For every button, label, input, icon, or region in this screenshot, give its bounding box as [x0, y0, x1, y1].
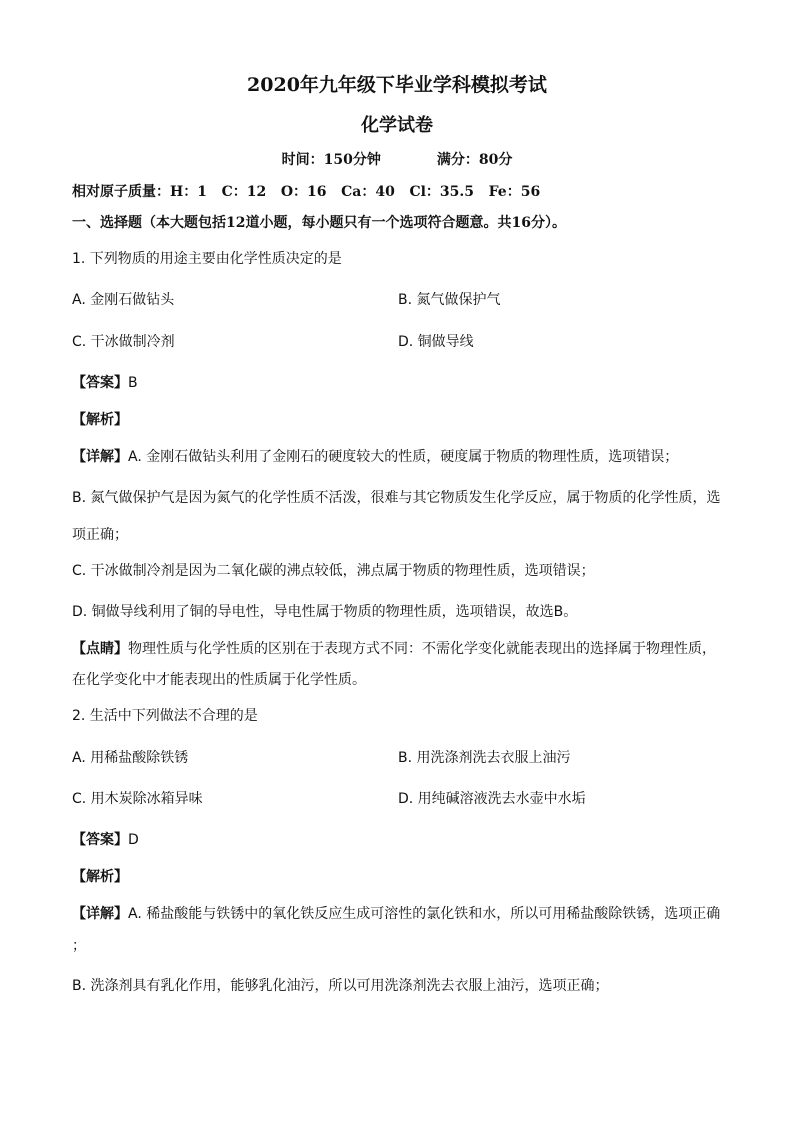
q1-stem: 1. 下列物质的用途主要由化学性质决定的是	[72, 251, 342, 267]
q1-detail-d: D. 铜做导线利用了铜的导电性，导电性属于物质的物理性质，选项错误，故选B。	[72, 604, 578, 620]
q1-detail-b-line2: 项正确；	[72, 527, 128, 543]
q1-detail-tag: 【详解】	[72, 449, 128, 465]
page-title: 2020年九年级下毕业学科模拟考试	[247, 74, 547, 96]
q1-tip-tag: 【点睛】	[72, 641, 128, 657]
q2-option-a: A. 用稀盐酸除铁锈	[72, 750, 189, 766]
q2-answer-value: D	[128, 832, 139, 848]
q2-detail-a-line2: ；	[72, 938, 86, 954]
exam-score: 满分：80分	[436, 152, 513, 168]
q1-option-b: B. 氮气做保护气	[398, 292, 501, 308]
q2-stem: 2. 生活中下列做法不合理的是	[72, 708, 258, 724]
q2-option-b: B. 用洗涤剂洗去衣服上油污	[398, 750, 571, 766]
q1-answer-tag: 【答案】	[72, 375, 128, 391]
q2-option-d: D. 用纯碱溶液洗去水壶中水垢	[398, 791, 586, 807]
q1-option-d: D. 铜做导线	[398, 334, 474, 350]
q1-analysis-tag: 【解析】	[72, 412, 128, 428]
q1-analysis	[72, 410, 128, 430]
q1-detail-c: C. 干冰做制冷剂是因为二氧化碳的沸点较低，沸点属于物质的物理性质，选项错误；	[72, 563, 595, 579]
q2-option-c: C. 用木炭除冰箱异味	[72, 791, 203, 807]
q1-detail-a-text: A. 金刚石做钻头利用了金刚石的硬度较大的性质，硬度属于物质的物理性质，选项错误；	[128, 449, 679, 465]
atomic-masses: 相对原子质量：H：1 C：12 O：16 Ca：40 Cl：35.5 Fe：56	[72, 184, 541, 200]
q1-option-a: A. 金刚石做钻头	[72, 292, 175, 308]
q2-detail-a-line1	[72, 904, 720, 924]
q2-detail-tag: 【详解】	[72, 906, 128, 922]
q2-detail-a-text: A. 稀盐酸能与铁锈中的氧化铁反应生成可溶性的氯化铁和水，所以可用稀盐酸除铁锈，选项正确	[128, 906, 721, 922]
q1-detail-b-line1: B. 氮气做保护气是因为氮气的化学性质不活泼，很难与其它物质发生化学反应，属于物质的化学性质，选	[72, 490, 721, 506]
q1-tip-text: 物理性质与化学性质的区别在于表现方式不同：不需化学变化就能表现出的选择属于物理性质，	[128, 641, 716, 657]
q1-tip-line1	[72, 639, 716, 659]
exam-meta	[0, 150, 794, 170]
q1-option-c: C. 干冰做制冷剂	[72, 334, 175, 350]
section-title: 一、选择题（本大题包括12道小题，每小题只有一个选项符合题意。共16分）。	[72, 215, 566, 231]
q2-analysis	[72, 867, 128, 887]
q2-detail-b: B. 洗涤剂具有乳化作用，能够乳化油污，所以可用洗涤剂洗去衣服上油污，选项正确；	[72, 978, 609, 994]
exam-time: 时间：150分钟	[281, 152, 381, 168]
q2-answer	[72, 830, 139, 850]
q1-tip-line2: 在化学变化中才能表现出的性质属于化学性质。	[72, 672, 366, 688]
q1-answer-value: B	[128, 375, 138, 391]
q1-detail-a	[72, 447, 678, 467]
q1-answer	[72, 373, 138, 393]
q2-analysis-tag: 【解析】	[72, 869, 128, 885]
q2-answer-tag: 【答案】	[72, 832, 128, 848]
page-subtitle: 化学试卷	[361, 115, 433, 136]
